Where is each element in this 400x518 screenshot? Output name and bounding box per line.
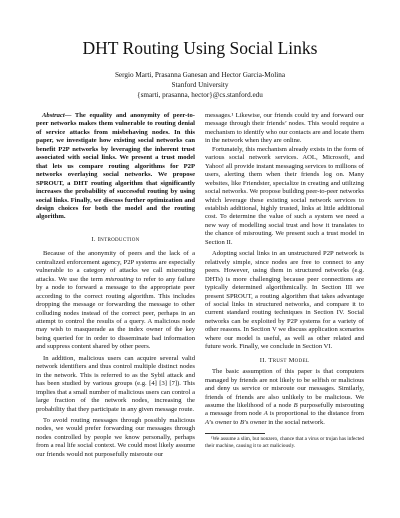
author-affiliation: Stanford University [171, 81, 229, 89]
section-heading-introduction: I. Introduction [91, 235, 140, 243]
author-emails: {smarti, prasanna, hector}@cs.stanford.edu [137, 91, 263, 99]
trust-p1-g: ’s owner to [209, 418, 240, 426]
abstract [36, 112, 195, 222]
right-paragraph-3: Adopting social links in an unstructured P2P network is relatively simple, since nodes are free to connect to any peers. However, using them in structured networks (e.g. DHTs) is more challenging because peer connections are typically determined algorithmically. In Section III we present SPROUT, a routing algorithm that takes advantage of social links in structured networks, and compare it to current standard routing techniques in Section IV. Social networks can be exploited by P2P systems for a variety of other reasons. In Section V we discuss application scenarios where our model is useful, as well as other related and future work. Finally, we conclude in Section VI. [205, 250, 364, 351]
trust-p1-var-a: A [263, 410, 268, 418]
intro-paragraph-3: To avoid routing messages through possibly malicious nodes, we would prefer forwarding our messages through nodes controlled by people we know personally, perhaps from a real life social context. We could most likely assume our friends would not purposefully misroute our [36, 416, 195, 458]
trust-p1-var-b2: B [239, 418, 245, 426]
intro-p1-text-a: Because of the anonymity of peers and the lack of a centralized enforcement agency, P2P systems are especially vulnerable to a category of attacks we call misrouting attacks. We use the term [36, 250, 195, 283]
section-heading-trust-model: II. Trust Model [259, 356, 310, 364]
trust-p1-i: ’s owner in the social network. [244, 418, 325, 426]
footnote-rule [205, 433, 265, 434]
trust-p1-c: purposefully misrouting a message from node [205, 401, 364, 418]
author-block [0, 70, 400, 100]
trust-p1-e: is proportional to the distance from [267, 410, 364, 418]
intro-p1-emphasis: misrouting [105, 275, 134, 283]
footnote: ¹We assume a slim, but nonzero, chance that a virus or trojan has infected their machine, causing it to act maliciously. [205, 436, 364, 449]
author-names: Sergio Marti, Prasanna Ganesan and Hector Garcia-Molina [114, 71, 286, 79]
right-column [205, 112, 364, 449]
paper-title: DHT Routing Using Social Links [82, 38, 318, 58]
abstract-text: — The equality and anonymity of peer-to-peer networks makes them vulnerable to routing denial of service attacks from misbehaving nodes. In this paper, we investigate how existing social networks can benefit P2P networks by leveraging the inherent trust associated with social links. We present a trust model that lets us compare routing algorithms for P2P networks overlaying social networks. We propose SPROUT, a DHT routing algorithm that significantly increases the probability of successful routing by using social links. Finally, we discuss further optimization and design choices for both the model and the routing algorithm. [36, 112, 195, 221]
trust-p1-var-b: B [293, 401, 298, 409]
right-paragraph-2: Fortunately, this mechanism already exists in the form of various social network services. AOL, Microsoft, and Yahoo! all provide instant messaging services to millions of users, alerting them when their friends log on. Many websites, like Friendster, specialize in creating and utilizing social networks. We propose building peer-to-peer networks which leverage these existing social network services to establish additional, highly trusted, links at little additional cost. To determine the value of such a system we need a new way of modelling social trust and how it translates to the chance of misrouting. We present such a trust model in Section II. [205, 145, 364, 246]
abstract-label: Abstract [42, 112, 65, 119]
trust-p1-a: The basic assumption of this paper is that computers managed by friends are not likely to be selfish or malicious and deny us service or misroute our messages. Similarly, friends of friends are also unlikely to be malicious. We assume the likelihood of a node [205, 368, 364, 409]
intro-paragraph-2: In addition, malicious users can acquire several valid network identifiers and thus control multiple distinct nodes in the network. This is referred to as the Sybil attack and has been studied by various groups (e.g. [4] [3] [7]). This implies that a small number of malicious users can control a large fraction of the network nodes, increasing the probability that they participate in any given message route. [36, 354, 195, 413]
intro-paragraph-1 [36, 250, 195, 351]
trust-p1-var-a2: A [205, 418, 210, 426]
left-column [36, 112, 195, 459]
right-paragraph-1: messages.¹ Likewise, our friends could try and forward our message through their friends’ nodes. This would require a mechanism to identify who our contacts are and locate them in the network when they are online. [205, 112, 364, 145]
intro-p1-text-b: to refer to any failure by a node to forward a message to the appropriate peer according to the correct routing algorithm. This includes dropping the message or forwarding the message to other colluding nodes instead of the correct peer, perhaps in an attempt to control the results of a query. A malicious node may wish to masquerade as the index owner of the key being queried for in order to disseminate bad information and suppress content shared by other peers. [36, 275, 195, 351]
trust-paragraph-1 [205, 368, 364, 427]
